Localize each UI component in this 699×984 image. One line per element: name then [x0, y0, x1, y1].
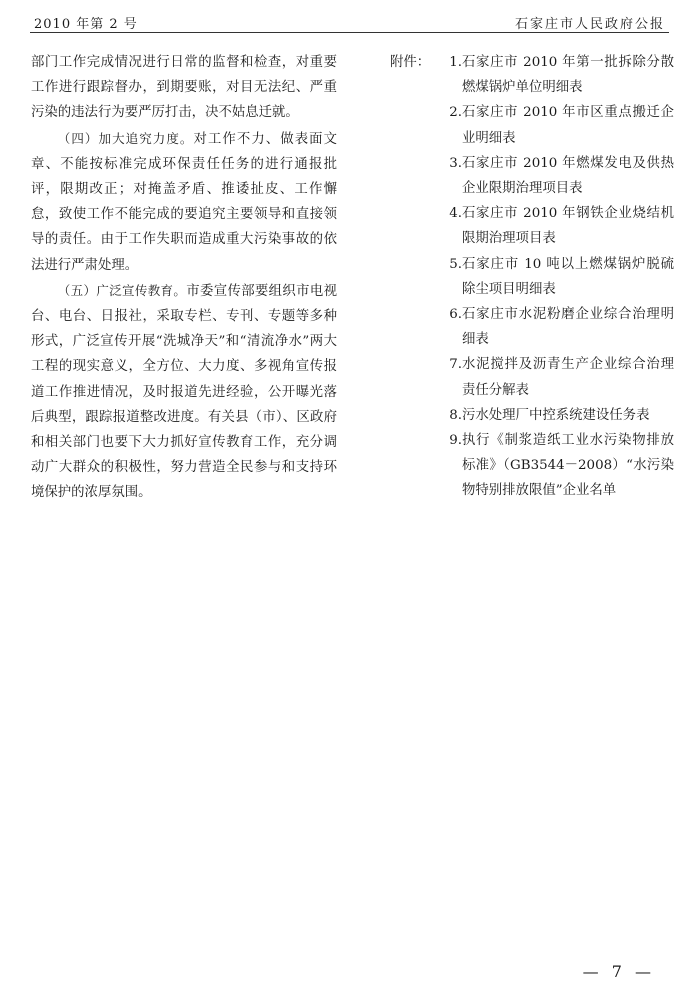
publication-title: 石家庄市人民政府公报 [514, 17, 665, 32]
attachment-item [390, 100, 674, 150]
attachment-title: 石家庄市 2010 年第一批拆除分散燃煤锅炉单位明细表 [462, 55, 674, 96]
attachment-item [390, 151, 674, 201]
attachment-number: 1. [449, 55, 462, 70]
paragraph-publicity [31, 278, 337, 506]
paragraph-body: 市委宣传部要组织市电视台、电台、日报社，采取专栏、专刊、专题等多种形式，广泛宣传开展“洗城净天”和“清流净水”两大工程的现实意义，全方位、大力度、多视角宣传报道工作推进情况，及时报道先进经验，公开曝光落后典型，跟踪报道整改进度。有关县（市）、区政府和相关部门也要下大力抓好宣传教育工作，充分调动广大群众的积极性，努力营造全民参与和支持环境保护的浓厚氛围。 [31, 283, 337, 501]
attachment-title: 水泥搅拌及沥青生产企业综合治理责任分解表 [462, 357, 674, 398]
attachment-title: 石家庄市 2010 年钢铁企业烧结机限期治理项目表 [462, 206, 674, 247]
issue-number: 2010 年第 2 号 [34, 17, 138, 32]
attachment-title: 石家庄市水泥粉磨企业综合治理明细表 [462, 307, 674, 348]
page-number: — 7 — [582, 962, 655, 981]
attachment-item [390, 252, 674, 302]
section-heading-4: （四）加大追究力度。 [57, 130, 194, 146]
attachment-title: 污水处理厂中控系统建设任务表 [462, 407, 650, 423]
attachments-list [390, 50, 674, 504]
attachment-number: 9. [449, 433, 462, 449]
attachment-item [390, 50, 674, 100]
paragraph-accountability [31, 126, 337, 278]
paragraph-body: 对工作不力、做表面文章、不能按标准完成环保责任任务的进行通报批评，限期改正；对掩盖矛盾、推诿扯皮、工作懈怠，致使工作不能完成的要追究主要领导和直接领导的责任。由于工作失职而造成重大污染事故的依法进行严肃处理。 [31, 131, 337, 273]
paragraph-continued: 部门工作完成情况进行日常的监督和检查，对重要工作进行跟踪督办，到期要账，对目无法纪、严重污染的违法行为要严厉打击，决不姑息迁就。 [31, 55, 337, 121]
attachment-title: 石家庄市 2010 年燃煤发电及供热企业限期治理项目表 [462, 155, 674, 197]
left-column [31, 50, 337, 506]
attachment-number: 4. [449, 206, 462, 222]
attachment-item [390, 428, 674, 504]
attachments-label: 附件： [390, 55, 431, 70]
attachment-item [390, 302, 674, 352]
attachment-title: 石家庄市 2010 年市区重点搬迁企业明细表 [462, 105, 674, 146]
attachment-number: 5. [449, 256, 462, 272]
attachment-item [390, 201, 674, 251]
page-header [30, 10, 669, 33]
attachment-item [390, 403, 674, 428]
attachment-number: 7. [449, 357, 462, 373]
attachment-number: 8. [449, 407, 462, 423]
attachment-title: 石家庄市 10 吨以上燃煤锅炉脱硫除尘项目明细表 [462, 256, 674, 297]
attachment-item [390, 352, 674, 402]
attachment-title: 执行《制浆造纸工业水污染物排放标准》（GB3544－2008）“水污染物特别排放限值”企业名单 [462, 433, 674, 499]
attachment-number: 3. [449, 155, 462, 171]
section-heading-5: （五）广泛宣传教育。 [57, 282, 187, 298]
attachment-number: 2. [449, 105, 462, 121]
attachment-number: 6. [449, 307, 462, 323]
